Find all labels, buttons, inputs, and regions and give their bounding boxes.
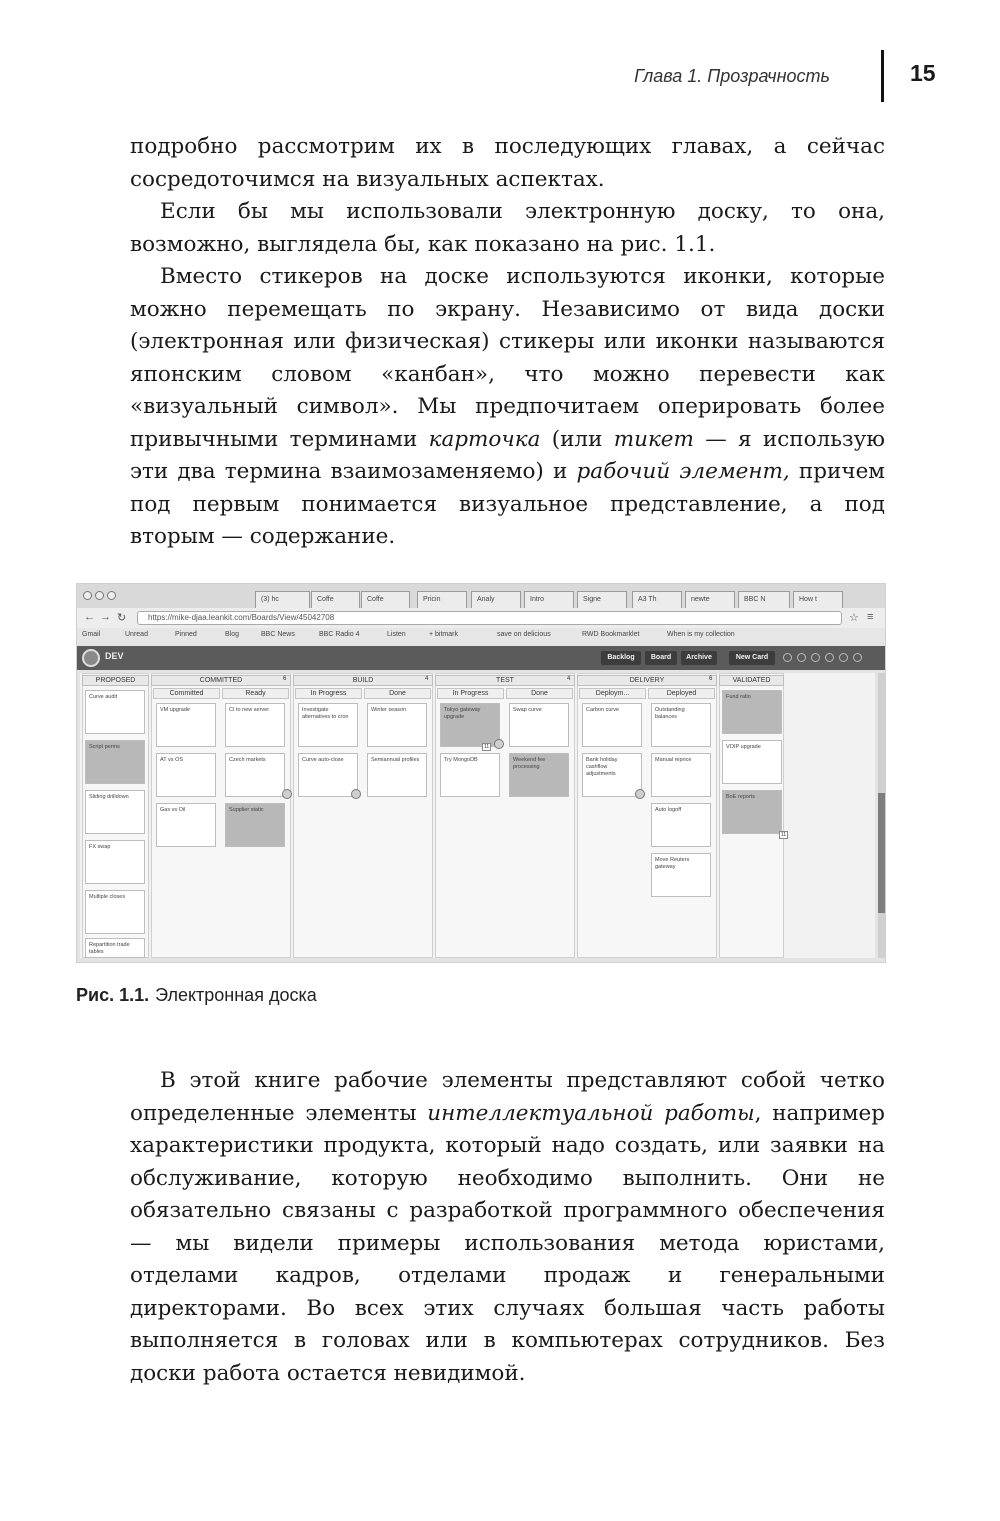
kanban-card[interactable]: Curve auto-close bbox=[298, 753, 358, 797]
url-input[interactable]: https://mike-djaa.leankit.com/Boards/View/45042708 bbox=[137, 611, 842, 625]
archive-button[interactable]: Archive bbox=[681, 651, 717, 665]
kanban-card[interactable]: VM upgrade bbox=[156, 703, 216, 747]
kanban-board bbox=[80, 673, 875, 958]
body-text-top bbox=[130, 131, 885, 554]
bookmark-item[interactable]: + bitmark bbox=[429, 631, 458, 638]
browser-tab[interactable]: Coffe bbox=[361, 591, 410, 608]
refresh-icon[interactable] bbox=[811, 653, 820, 662]
lane-header-proposed[interactable]: PROPOSED bbox=[82, 675, 149, 686]
help-icon[interactable] bbox=[839, 653, 848, 662]
kanban-card[interactable]: Sliding drilldown bbox=[85, 790, 145, 834]
wip-limit: 6 bbox=[709, 676, 713, 682]
kanban-card[interactable]: Supplier static bbox=[225, 803, 285, 847]
sublane-header[interactable]: Done bbox=[364, 688, 431, 699]
emphasis: тикет bbox=[613, 426, 694, 452]
browser-tab[interactable]: newte bbox=[685, 591, 735, 608]
kanban-card[interactable]: Gas vs Oil bbox=[156, 803, 216, 847]
kanban-card[interactable]: Outstanding balances bbox=[651, 703, 711, 747]
lane-header-delivery[interactable]: DELIVERY bbox=[577, 675, 717, 686]
kanban-card[interactable]: Repartition trade tables bbox=[85, 938, 145, 958]
vertical-scrollbar[interactable] bbox=[878, 673, 885, 958]
bookmark-item[interactable]: Unread bbox=[125, 631, 148, 638]
kanban-card[interactable]: Fund ratio bbox=[722, 690, 782, 734]
bookmark-item[interactable]: BBC Radio 4 bbox=[319, 631, 360, 638]
browser-tab[interactable]: (3) hc bbox=[255, 591, 310, 608]
kanban-card[interactable]: Carbon curve bbox=[582, 703, 642, 747]
paragraph: В этой книге рабочие элементы представляют собой четко определенные элементы интеллектуальной работы, например характеристики продукта, который надо создать, или заявки на обслуживание, которую необходимо выполнить. Они не обязательно связаны с разработкой программного обеспечения — мы видели примеры использования метода юристами, отделами кадров, отделами продаж и генеральными директорами. Во всех этих случаях большая часть работы выполняется в головах или в компьютерах сотрудников. Без доски работа остается невидимой. bbox=[130, 1068, 886, 1386]
backlog-button[interactable]: Backlog bbox=[601, 651, 641, 665]
blocked-icon bbox=[282, 789, 292, 799]
bookmark-item[interactable]: BBC News bbox=[261, 631, 295, 638]
emphasis: карточка bbox=[428, 426, 541, 452]
sublane-header[interactable]: Committed bbox=[153, 688, 220, 699]
bookmark-item[interactable]: Blog bbox=[225, 631, 240, 638]
bookmarks-bar bbox=[77, 628, 886, 642]
lane-header-validated[interactable]: VALIDATED bbox=[719, 675, 784, 686]
browser-addressbar bbox=[77, 608, 886, 628]
lane-header-build[interactable]: BUILD bbox=[293, 675, 433, 686]
kanban-card[interactable]: Move Reuters gateway bbox=[651, 853, 711, 897]
sublane-header[interactable]: Deployed bbox=[648, 688, 715, 699]
close-window-icon bbox=[83, 591, 92, 600]
sublane-header[interactable]: Ready bbox=[222, 688, 289, 699]
scroll-thumb[interactable] bbox=[878, 793, 885, 913]
wip-limit: 6 bbox=[283, 676, 287, 682]
browser-tab[interactable]: BBC N bbox=[738, 591, 790, 608]
kanban-card[interactable]: Script perms bbox=[85, 740, 145, 784]
chapter-title: Глава 1. Прозрачность bbox=[634, 66, 830, 86]
board-name[interactable]: DEV bbox=[105, 651, 124, 661]
history-icon[interactable] bbox=[825, 653, 834, 662]
blocked-icon bbox=[351, 789, 361, 799]
browser-tab[interactable]: Coffe bbox=[311, 591, 360, 608]
kanban-card[interactable]: Weekend fee processing bbox=[509, 753, 569, 797]
paragraph: Если бы мы использовали электронную доску, то она, возможно, выглядела бы, как показано на рис. 1.1. bbox=[130, 199, 885, 257]
filter-icon[interactable] bbox=[797, 653, 806, 662]
forward-icon[interactable]: → bbox=[100, 611, 111, 623]
figure-kanban-screenshot bbox=[76, 583, 886, 963]
bookmark-item[interactable]: Listen bbox=[387, 631, 406, 638]
kanban-card[interactable]: Investigate alternatives to cron bbox=[298, 703, 358, 747]
header-divider bbox=[881, 50, 884, 102]
browser-tabbar bbox=[77, 584, 886, 608]
body-text-bottom bbox=[130, 1065, 885, 1390]
kanban-card[interactable]: FX swap bbox=[85, 840, 145, 884]
board-button[interactable]: Board bbox=[645, 651, 677, 665]
kanban-card[interactable]: Try MongoDB bbox=[440, 753, 500, 797]
browser-tab[interactable]: Analy bbox=[471, 591, 521, 608]
kanban-card[interactable]: BoE reports bbox=[722, 790, 782, 834]
kanban-card[interactable]: CI to new server bbox=[225, 703, 285, 747]
card-badge: 11 bbox=[484, 744, 490, 750]
kanban-card[interactable]: Auto logoff bbox=[651, 803, 711, 847]
running-header bbox=[0, 58, 1000, 104]
browser-tab[interactable]: Pricin bbox=[417, 591, 467, 608]
figure-caption-text: Электронная доска bbox=[155, 985, 317, 1005]
browser-tab[interactable]: A3 Th bbox=[632, 591, 682, 608]
wip-limit: 4 bbox=[567, 676, 571, 682]
back-icon[interactable]: ← bbox=[84, 611, 95, 623]
bookmark-item[interactable]: When is my collection bbox=[667, 631, 735, 638]
settings-icon[interactable] bbox=[783, 653, 792, 662]
lane-header-committed[interactable]: COMMITTED bbox=[151, 675, 291, 686]
lane-header-test[interactable]: TEST bbox=[435, 675, 575, 686]
page-number: 15 bbox=[910, 60, 936, 86]
reload-icon[interactable]: ↻ bbox=[117, 612, 127, 624]
maximize-window-icon bbox=[107, 591, 116, 600]
kanban-card[interactable]: Multiple closes bbox=[85, 890, 145, 934]
kanban-card[interactable]: Tokyo gateway upgrade bbox=[440, 703, 500, 747]
browser-tab[interactable]: How t bbox=[793, 591, 843, 608]
browser-tab[interactable]: Intro bbox=[524, 591, 574, 608]
emphasis: интеллектуальной работы bbox=[427, 1100, 755, 1126]
kanban-card[interactable]: Winter season bbox=[367, 703, 427, 747]
card-badge: 11 bbox=[781, 832, 787, 838]
blocked-icon bbox=[635, 789, 645, 799]
star-icon[interactable]: ☆ bbox=[849, 612, 859, 624]
kanban-card[interactable]: Swap curve bbox=[509, 703, 569, 747]
bookmark-item[interactable]: Pinned bbox=[175, 631, 197, 638]
bookmark-item[interactable]: Gmail bbox=[82, 631, 101, 638]
new-card-button[interactable]: New Card bbox=[729, 651, 775, 665]
menu-icon[interactable]: ≡ bbox=[867, 611, 874, 623]
kanban-card[interactable]: AT vs OS bbox=[156, 753, 216, 797]
kanban-card[interactable]: Curve audit bbox=[85, 690, 145, 734]
kanban-card[interactable]: Manual reprice bbox=[651, 753, 711, 797]
sublane-header[interactable]: Done bbox=[506, 688, 573, 699]
bookmark-item[interactable]: RWD Bookmarklet bbox=[582, 631, 640, 638]
app-toolbar bbox=[77, 646, 886, 670]
wip-limit: 4 bbox=[425, 676, 429, 682]
kanban-card[interactable]: Semiannual profiles bbox=[367, 753, 427, 797]
figure-label: Рис. 1.1. bbox=[76, 985, 150, 1005]
sublane-header[interactable]: In Progress bbox=[295, 688, 362, 699]
bookmark-item[interactable]: save on delicious bbox=[497, 631, 551, 638]
paragraph: подробно рассмотрим их в последующих главах, а сейчас сосредоточимся на визуальных аспектах. bbox=[130, 134, 885, 192]
emphasis: рабочий элемент, bbox=[576, 459, 790, 484]
search-icon[interactable] bbox=[853, 653, 862, 662]
minimize-window-icon bbox=[95, 591, 104, 600]
app-logo bbox=[82, 649, 100, 667]
kanban-card[interactable]: Bank holiday cashflow adjustments bbox=[582, 753, 642, 797]
sublane-header[interactable]: Deploym... bbox=[579, 688, 646, 699]
kanban-card[interactable]: Czech markets bbox=[225, 753, 285, 797]
kanban-card[interactable]: VOIP upgrade bbox=[722, 740, 782, 784]
sublane-header[interactable]: In Progress bbox=[437, 688, 504, 699]
figure-caption bbox=[76, 985, 317, 1006]
browser-tab[interactable]: Signe bbox=[577, 591, 627, 608]
blocked-icon bbox=[494, 739, 504, 749]
paragraph: Вместо стикеров на доске используются иконки, которые можно перемещать по экрану. Независимо от вида доски (электронная или физическая) стикеры или иконки называются японским словом «канбан», что можно перевести как «визуальный символ». Мы предпочитаем оперировать более привычными терминами карточка (или тикет — я использую эти два термина взаимозаменяемо) и рабочий элемент, причем под первым понимается визуальное представление, а под вторым — содержание. bbox=[130, 264, 886, 549]
